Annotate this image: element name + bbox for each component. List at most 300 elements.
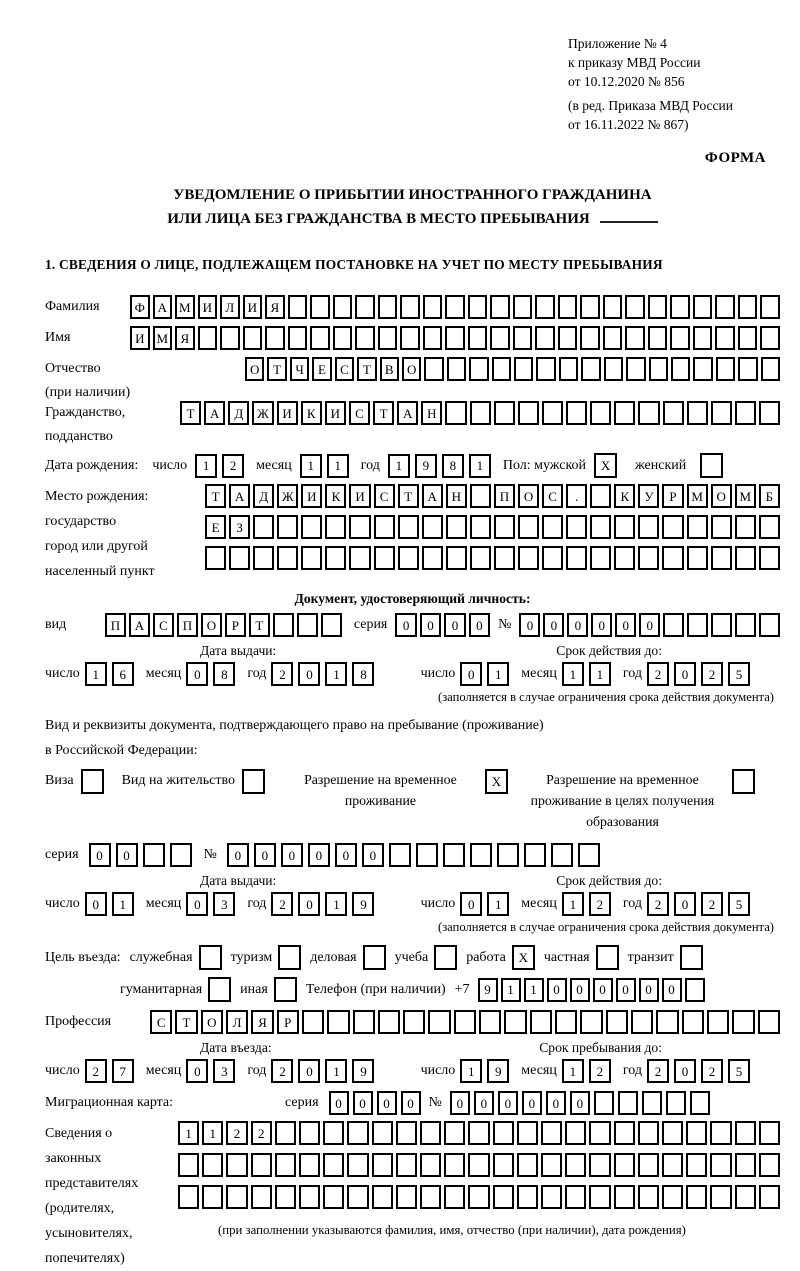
char-cell[interactable] — [416, 843, 438, 867]
char-cell[interactable] — [524, 843, 546, 867]
char-cell[interactable] — [444, 1153, 465, 1177]
year-grid[interactable] — [271, 1059, 374, 1083]
char-cell[interactable] — [710, 1185, 731, 1209]
surname-grid[interactable] — [130, 295, 780, 319]
char-cell[interactable] — [420, 1185, 441, 1209]
char-cell[interactable] — [347, 1185, 368, 1209]
char-cell[interactable] — [590, 484, 611, 508]
char-cell[interactable] — [321, 613, 342, 637]
char-cell[interactable]: М — [687, 484, 708, 508]
char-cell[interactable]: И — [198, 295, 218, 319]
char-cell[interactable] — [243, 326, 263, 350]
char-cell[interactable] — [662, 1153, 683, 1177]
char-cell[interactable] — [513, 326, 533, 350]
char-cell[interactable] — [542, 515, 563, 539]
char-cell[interactable]: 0 — [674, 892, 696, 916]
char-cell[interactable]: 2 — [85, 1059, 107, 1083]
char-cell[interactable] — [517, 1153, 538, 1177]
char-cell[interactable] — [273, 613, 294, 637]
char-cell[interactable]: 2 — [226, 1121, 247, 1145]
char-cell[interactable] — [493, 1185, 514, 1209]
char-cell[interactable]: О — [201, 613, 222, 637]
char-cell[interactable]: А — [204, 401, 225, 425]
char-cell[interactable]: И — [301, 484, 322, 508]
char-cell[interactable]: 5 — [728, 662, 750, 686]
char-cell[interactable]: О — [402, 357, 421, 381]
char-cell[interactable] — [760, 295, 780, 319]
char-cell[interactable]: 6 — [112, 662, 134, 686]
char-cell[interactable]: 3 — [213, 892, 235, 916]
sex-male-checkbox[interactable]: X — [594, 453, 617, 478]
char-cell[interactable]: 1 — [562, 662, 584, 686]
char-cell[interactable] — [333, 295, 353, 319]
char-cell[interactable]: Н — [421, 401, 442, 425]
char-cell[interactable]: 0 — [281, 843, 303, 867]
char-cell[interactable] — [470, 401, 491, 425]
month-grid[interactable] — [562, 892, 611, 916]
temp-residence-edu-checkbox[interactable] — [732, 769, 755, 794]
char-cell[interactable]: 0 — [498, 1091, 518, 1115]
char-cell[interactable]: К — [325, 484, 346, 508]
char-cell[interactable] — [469, 357, 488, 381]
char-cell[interactable] — [301, 546, 322, 570]
char-cell[interactable]: 0 — [674, 1059, 696, 1083]
char-cell[interactable]: Л — [220, 295, 240, 319]
char-cell[interactable] — [716, 357, 735, 381]
char-cell[interactable] — [648, 295, 668, 319]
char-cell[interactable]: 0 — [186, 662, 208, 686]
char-cell[interactable] — [492, 357, 511, 381]
char-cell[interactable] — [614, 1153, 635, 1177]
char-cell[interactable]: 0 — [567, 613, 588, 637]
purpose-other-checkbox[interactable] — [274, 977, 297, 1002]
char-cell[interactable] — [662, 1121, 683, 1145]
char-cell[interactable] — [378, 1010, 400, 1034]
char-cell[interactable]: А — [129, 613, 150, 637]
char-cell[interactable] — [642, 1091, 662, 1115]
char-cell[interactable]: 1 — [300, 454, 322, 478]
char-cell[interactable] — [444, 1185, 465, 1209]
char-cell[interactable] — [445, 295, 465, 319]
char-cell[interactable] — [759, 546, 780, 570]
month-grid[interactable] — [562, 1059, 611, 1083]
char-cell[interactable] — [454, 1010, 476, 1034]
year-grid[interactable] — [647, 1059, 750, 1083]
char-cell[interactable] — [518, 401, 539, 425]
char-cell[interactable]: 0 — [298, 892, 320, 916]
day-grid[interactable] — [85, 892, 134, 916]
char-cell[interactable] — [323, 1153, 344, 1177]
char-cell[interactable] — [302, 1010, 324, 1034]
char-cell[interactable] — [590, 401, 611, 425]
char-cell[interactable]: 0 — [254, 843, 276, 867]
char-cell[interactable]: 0 — [329, 1091, 349, 1115]
char-cell[interactable] — [625, 295, 645, 319]
char-cell[interactable] — [349, 515, 370, 539]
char-cell[interactable] — [275, 1185, 296, 1209]
char-cell[interactable]: 2 — [271, 892, 293, 916]
char-cell[interactable]: Н — [446, 484, 467, 508]
char-cell[interactable] — [479, 1010, 501, 1034]
citizenship-grid[interactable] — [180, 401, 780, 425]
char-cell[interactable]: 1 — [460, 1059, 482, 1083]
char-cell[interactable] — [517, 1121, 538, 1145]
char-cell[interactable] — [614, 546, 635, 570]
char-cell[interactable] — [759, 1121, 780, 1145]
char-cell[interactable] — [445, 326, 465, 350]
char-cell[interactable] — [443, 843, 465, 867]
char-cell[interactable] — [327, 1010, 349, 1034]
char-cell[interactable] — [310, 326, 330, 350]
char-cell[interactable] — [614, 1185, 635, 1209]
char-cell[interactable] — [551, 843, 573, 867]
char-cell[interactable] — [143, 843, 165, 867]
char-cell[interactable] — [396, 1121, 417, 1145]
char-cell[interactable]: 1 — [327, 454, 349, 478]
char-cell[interactable] — [711, 613, 732, 637]
char-cell[interactable] — [400, 326, 420, 350]
char-cell[interactable] — [446, 515, 467, 539]
char-cell[interactable] — [578, 843, 600, 867]
char-cell[interactable] — [656, 1010, 678, 1034]
char-cell[interactable]: О — [245, 357, 264, 381]
char-cell[interactable]: 0 — [227, 843, 249, 867]
char-cell[interactable]: П — [105, 613, 126, 637]
char-cell[interactable]: Т — [357, 357, 376, 381]
char-cell[interactable]: 8 — [213, 662, 235, 686]
purpose-humanitarian-checkbox[interactable] — [208, 977, 231, 1002]
char-cell[interactable] — [275, 1153, 296, 1177]
char-cell[interactable]: . — [566, 484, 587, 508]
char-cell[interactable] — [494, 401, 515, 425]
char-cell[interactable]: 1 — [178, 1121, 199, 1145]
char-cell[interactable] — [735, 1121, 756, 1145]
day-grid[interactable] — [460, 662, 509, 686]
birth-day-grid[interactable] — [195, 454, 244, 478]
purpose-private-checkbox[interactable] — [596, 945, 619, 970]
char-cell[interactable] — [297, 613, 318, 637]
char-cell[interactable]: А — [229, 484, 250, 508]
char-cell[interactable] — [333, 326, 353, 350]
char-cell[interactable] — [735, 1185, 756, 1209]
char-cell[interactable] — [707, 1010, 729, 1034]
char-cell[interactable] — [735, 515, 756, 539]
char-cell[interactable] — [400, 295, 420, 319]
char-cell[interactable]: К — [614, 484, 635, 508]
char-cell[interactable] — [265, 326, 285, 350]
char-cell[interactable] — [626, 357, 645, 381]
birthplace-grid-1[interactable] — [205, 484, 780, 508]
char-cell[interactable]: 0 — [639, 978, 659, 1002]
char-cell[interactable] — [470, 515, 491, 539]
char-cell[interactable] — [687, 515, 708, 539]
char-cell[interactable]: С — [150, 1010, 172, 1034]
month-grid[interactable] — [562, 662, 611, 686]
char-cell[interactable]: 0 — [616, 978, 636, 1002]
char-cell[interactable]: 0 — [186, 1059, 208, 1083]
char-cell[interactable] — [555, 1010, 577, 1034]
char-cell[interactable]: П — [494, 484, 515, 508]
char-cell[interactable] — [423, 326, 443, 350]
char-cell[interactable]: 0 — [674, 662, 696, 686]
char-cell[interactable] — [580, 1010, 602, 1034]
char-cell[interactable] — [470, 843, 492, 867]
char-cell[interactable] — [711, 546, 732, 570]
char-cell[interactable]: 2 — [251, 1121, 272, 1145]
char-cell[interactable] — [299, 1185, 320, 1209]
char-cell[interactable] — [638, 1153, 659, 1177]
char-cell[interactable]: С — [349, 401, 370, 425]
char-cell[interactable]: Л — [226, 1010, 248, 1034]
char-cell[interactable] — [420, 1121, 441, 1145]
char-cell[interactable]: Т — [175, 1010, 197, 1034]
char-cell[interactable]: 2 — [271, 1059, 293, 1083]
char-cell[interactable]: 1 — [85, 662, 107, 686]
char-cell[interactable] — [323, 1121, 344, 1145]
char-cell[interactable] — [468, 1153, 489, 1177]
char-cell[interactable] — [518, 546, 539, 570]
char-cell[interactable] — [759, 1153, 780, 1177]
char-cell[interactable] — [541, 1121, 562, 1145]
char-cell[interactable] — [470, 484, 491, 508]
char-cell[interactable]: 1 — [469, 454, 491, 478]
char-cell[interactable] — [494, 515, 515, 539]
char-cell[interactable] — [542, 546, 563, 570]
purpose-tourism-checkbox[interactable] — [278, 945, 301, 970]
char-cell[interactable]: П — [177, 613, 198, 637]
char-cell[interactable] — [494, 546, 515, 570]
char-cell[interactable] — [735, 546, 756, 570]
char-cell[interactable] — [594, 1091, 614, 1115]
char-cell[interactable] — [638, 546, 659, 570]
char-cell[interactable]: 0 — [353, 1091, 373, 1115]
char-cell[interactable]: 0 — [474, 1091, 494, 1115]
char-cell[interactable] — [389, 843, 411, 867]
char-cell[interactable]: 0 — [460, 892, 482, 916]
char-cell[interactable]: З — [229, 515, 250, 539]
char-cell[interactable]: 0 — [469, 613, 490, 637]
char-cell[interactable] — [517, 1185, 538, 1209]
year-grid[interactable] — [271, 892, 374, 916]
char-cell[interactable] — [759, 613, 780, 637]
profession-grid[interactable] — [150, 1010, 780, 1034]
year-grid[interactable] — [647, 892, 750, 916]
char-cell[interactable] — [468, 1121, 489, 1145]
legal-reps-grid-1[interactable] — [178, 1121, 780, 1145]
char-cell[interactable] — [565, 1185, 586, 1209]
char-cell[interactable] — [559, 357, 578, 381]
char-cell[interactable]: С — [542, 484, 563, 508]
char-cell[interactable] — [251, 1153, 272, 1177]
char-cell[interactable]: 0 — [615, 613, 636, 637]
char-cell[interactable] — [542, 401, 563, 425]
char-cell[interactable]: 0 — [308, 843, 330, 867]
char-cell[interactable]: Т — [398, 484, 419, 508]
char-cell[interactable]: М — [175, 295, 195, 319]
char-cell[interactable]: К — [301, 401, 322, 425]
char-cell[interactable] — [253, 515, 274, 539]
year-grid[interactable] — [271, 662, 374, 686]
year-grid[interactable] — [647, 662, 750, 686]
char-cell[interactable]: М — [735, 484, 756, 508]
char-cell[interactable]: Б — [759, 484, 780, 508]
char-cell[interactable]: 0 — [377, 1091, 397, 1115]
phone-grid[interactable] — [478, 978, 705, 1002]
char-cell[interactable]: Я — [265, 295, 285, 319]
char-cell[interactable] — [648, 326, 668, 350]
char-cell[interactable]: 3 — [213, 1059, 235, 1083]
char-cell[interactable] — [229, 546, 250, 570]
char-cell[interactable]: 2 — [647, 1059, 669, 1083]
char-cell[interactable]: 0 — [450, 1091, 470, 1115]
char-cell[interactable] — [603, 295, 623, 319]
char-cell[interactable] — [759, 1185, 780, 1209]
char-cell[interactable]: 5 — [728, 1059, 750, 1083]
char-cell[interactable]: 0 — [639, 613, 660, 637]
char-cell[interactable]: Т — [180, 401, 201, 425]
char-cell[interactable]: 0 — [401, 1091, 421, 1115]
char-cell[interactable] — [687, 546, 708, 570]
char-cell[interactable]: 1 — [202, 1121, 223, 1145]
char-cell[interactable] — [666, 1091, 686, 1115]
char-cell[interactable] — [558, 295, 578, 319]
char-cell[interactable] — [711, 515, 732, 539]
char-cell[interactable] — [424, 357, 443, 381]
char-cell[interactable] — [288, 326, 308, 350]
residence-permit-checkbox[interactable] — [242, 769, 265, 794]
char-cell[interactable] — [323, 1185, 344, 1209]
char-cell[interactable]: М — [153, 326, 173, 350]
char-cell[interactable] — [581, 357, 600, 381]
char-cell[interactable]: 8 — [352, 662, 374, 686]
doc-kind-grid[interactable] — [105, 613, 342, 637]
temp-residence-checkbox[interactable]: X — [485, 769, 508, 794]
month-grid[interactable] — [186, 1059, 235, 1083]
char-cell[interactable] — [490, 295, 510, 319]
char-cell[interactable] — [710, 1153, 731, 1177]
birth-year-grid[interactable] — [388, 454, 491, 478]
char-cell[interactable]: 2 — [701, 662, 723, 686]
char-cell[interactable]: И — [130, 326, 150, 350]
char-cell[interactable] — [566, 546, 587, 570]
purpose-transit-checkbox[interactable] — [680, 945, 703, 970]
char-cell[interactable] — [445, 401, 466, 425]
char-cell[interactable] — [566, 515, 587, 539]
char-cell[interactable]: 9 — [415, 454, 437, 478]
char-cell[interactable] — [202, 1185, 223, 1209]
char-cell[interactable]: 0 — [519, 613, 540, 637]
char-cell[interactable]: 9 — [352, 892, 374, 916]
char-cell[interactable]: 1 — [487, 662, 509, 686]
char-cell[interactable] — [541, 1185, 562, 1209]
char-cell[interactable] — [310, 295, 330, 319]
char-cell[interactable] — [738, 326, 758, 350]
char-cell[interactable] — [738, 295, 758, 319]
char-cell[interactable] — [374, 546, 395, 570]
char-cell[interactable] — [606, 1010, 628, 1034]
char-cell[interactable] — [735, 613, 756, 637]
char-cell[interactable] — [444, 1121, 465, 1145]
char-cell[interactable] — [422, 546, 443, 570]
month-grid[interactable] — [186, 662, 235, 686]
char-cell[interactable]: В — [380, 357, 399, 381]
char-cell[interactable] — [493, 1121, 514, 1145]
char-cell[interactable] — [374, 515, 395, 539]
char-cell[interactable]: 0 — [591, 613, 612, 637]
char-cell[interactable]: О — [518, 484, 539, 508]
char-cell[interactable] — [738, 357, 757, 381]
char-cell[interactable]: 1 — [562, 1059, 584, 1083]
char-cell[interactable]: 1 — [589, 662, 611, 686]
char-cell[interactable] — [715, 295, 735, 319]
char-cell[interactable]: 2 — [589, 1059, 611, 1083]
purpose-official-checkbox[interactable] — [199, 945, 222, 970]
char-cell[interactable] — [580, 295, 600, 319]
char-cell[interactable] — [590, 546, 611, 570]
char-cell[interactable] — [325, 515, 346, 539]
birthplace-grid-2[interactable] — [205, 515, 780, 539]
char-cell[interactable]: Ч — [290, 357, 309, 381]
char-cell[interactable]: 1 — [325, 662, 347, 686]
day-grid[interactable] — [85, 662, 134, 686]
char-cell[interactable] — [687, 613, 708, 637]
char-cell[interactable]: А — [422, 484, 443, 508]
char-cell[interactable] — [565, 1153, 586, 1177]
char-cell[interactable]: 0 — [547, 978, 567, 1002]
char-cell[interactable] — [638, 1121, 659, 1145]
char-cell[interactable] — [631, 1010, 653, 1034]
char-cell[interactable] — [378, 295, 398, 319]
char-cell[interactable] — [178, 1153, 199, 1177]
char-cell[interactable] — [693, 295, 713, 319]
char-cell[interactable] — [732, 1010, 754, 1034]
char-cell[interactable] — [735, 1153, 756, 1177]
char-cell[interactable] — [614, 515, 635, 539]
char-cell[interactable]: 1 — [388, 454, 410, 478]
char-cell[interactable]: 0 — [298, 1059, 320, 1083]
char-cell[interactable]: 0 — [420, 613, 441, 637]
char-cell[interactable] — [226, 1153, 247, 1177]
char-cell[interactable] — [686, 1153, 707, 1177]
visa-checkbox[interactable] — [81, 769, 104, 794]
char-cell[interactable] — [625, 326, 645, 350]
char-cell[interactable]: 0 — [85, 892, 107, 916]
char-cell[interactable] — [398, 515, 419, 539]
char-cell[interactable]: 8 — [442, 454, 464, 478]
char-cell[interactable] — [468, 295, 488, 319]
char-cell[interactable] — [711, 401, 732, 425]
char-cell[interactable]: 7 — [112, 1059, 134, 1083]
char-cell[interactable]: Д — [253, 484, 274, 508]
char-cell[interactable] — [671, 357, 690, 381]
char-cell[interactable] — [226, 1185, 247, 1209]
char-cell[interactable]: Д — [228, 401, 249, 425]
char-cell[interactable]: 9 — [352, 1059, 374, 1083]
char-cell[interactable]: 5 — [728, 892, 750, 916]
legal-reps-grid-2[interactable] — [178, 1153, 780, 1177]
char-cell[interactable] — [220, 326, 240, 350]
char-cell[interactable]: 2 — [271, 662, 293, 686]
stay-series-grid[interactable] — [89, 843, 192, 867]
char-cell[interactable] — [536, 357, 555, 381]
char-cell[interactable] — [604, 357, 623, 381]
char-cell[interactable] — [638, 401, 659, 425]
char-cell[interactable]: 1 — [501, 978, 521, 1002]
char-cell[interactable]: И — [325, 401, 346, 425]
char-cell[interactable] — [530, 1010, 552, 1034]
char-cell[interactable] — [325, 546, 346, 570]
char-cell[interactable]: 0 — [460, 662, 482, 686]
